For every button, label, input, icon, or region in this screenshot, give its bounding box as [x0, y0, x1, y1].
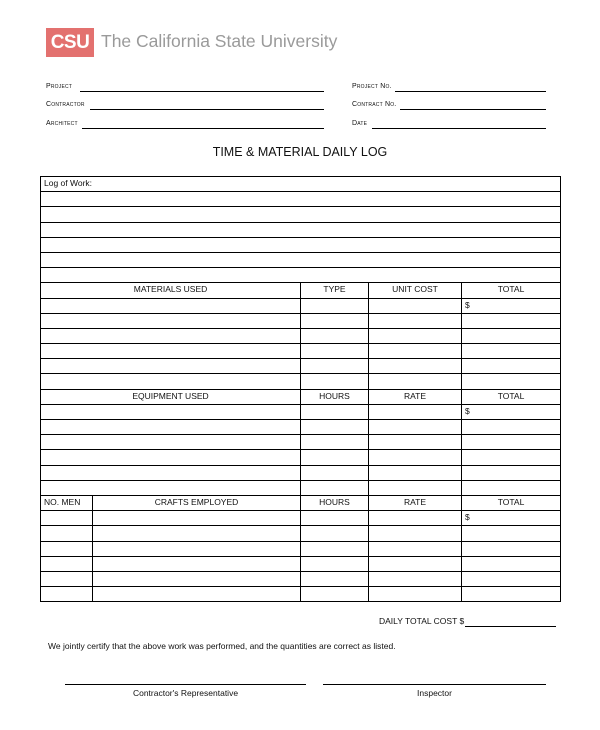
equipment-row[interactable] [41, 465, 561, 480]
crafts-row[interactable] [41, 541, 561, 556]
architect-label: Architect [46, 120, 78, 127]
log-of-work-row[interactable] [41, 252, 561, 267]
equipment-used-header: EQUIPMENT USED [41, 389, 301, 404]
project-no-label: Project No. [352, 83, 392, 90]
equipment-total-header: TOTAL [462, 389, 561, 404]
contract-no-label: Contract No. [352, 101, 397, 108]
crafts-row[interactable] [41, 526, 561, 541]
crafts-total-header: TOTAL [462, 495, 561, 510]
contract-no-field[interactable] [400, 109, 546, 110]
equipment-header-row [41, 389, 561, 404]
log-of-work-row[interactable] [41, 222, 561, 237]
materials-row[interactable] [41, 328, 561, 343]
architect-field[interactable] [82, 128, 324, 129]
date-field[interactable] [372, 128, 546, 129]
log-of-work-row[interactable] [41, 177, 561, 192]
materials-row[interactable] [41, 374, 561, 389]
materials-row[interactable] [41, 298, 561, 313]
crafts-row[interactable] [41, 587, 561, 602]
crafts-header-row [41, 495, 561, 510]
crafts-employed-header: CRAFTS EMPLOYED [93, 495, 301, 510]
materials-header-row [41, 283, 561, 298]
materials-row[interactable] [41, 313, 561, 328]
equipment-row[interactable] [41, 450, 561, 465]
no-men-header: NO. MEN [41, 495, 93, 510]
equipment-row[interactable] [41, 480, 561, 495]
daily-total-cost-field[interactable] [465, 626, 556, 627]
log-of-work-row[interactable] [41, 268, 561, 283]
equipment-currency: $ [462, 404, 561, 419]
csu-logo: CSU [46, 28, 94, 57]
equipment-row[interactable] [41, 420, 561, 435]
log-of-work-row[interactable] [41, 237, 561, 252]
certification-statement: We jointly certify that the above work was performed, and the quantities are correct as listed. [48, 641, 396, 651]
contractor-signature-line[interactable] [65, 684, 306, 685]
contractor-field[interactable] [90, 109, 324, 110]
log-of-work-row[interactable] [41, 192, 561, 207]
crafts-row[interactable] [41, 556, 561, 571]
log-of-work-label: Log of Work: [41, 177, 561, 192]
project-field[interactable] [80, 91, 324, 92]
project-label: Project [46, 83, 73, 90]
crafts-row[interactable] [41, 511, 561, 526]
crafts-row[interactable] [41, 571, 561, 586]
equipment-rate-header: RATE [369, 389, 462, 404]
contractor-label: Contractor [46, 101, 85, 108]
materials-used-header: MATERIALS USED [41, 283, 301, 298]
inspector-label: Inspector [417, 688, 452, 698]
materials-total-header: TOTAL [462, 283, 561, 298]
form-title: TIME & MATERIAL DAILY LOG [212, 145, 388, 159]
materials-currency: $ [462, 298, 561, 313]
inspector-signature-line[interactable] [323, 684, 546, 685]
daily-log-table [40, 176, 561, 602]
daily-total-cost-label: DAILY TOTAL COST $ [379, 616, 465, 626]
materials-row[interactable] [41, 344, 561, 359]
contractor-representative-label: Contractor's Representative [132, 688, 239, 698]
date-label: Date [352, 120, 368, 127]
crafts-currency: $ [462, 511, 561, 526]
crafts-rate-header: RATE [369, 495, 462, 510]
university-name: The California State University [101, 31, 338, 51]
equipment-row[interactable] [41, 404, 561, 419]
log-of-work-row[interactable] [41, 207, 561, 222]
materials-row[interactable] [41, 359, 561, 374]
equipment-row[interactable] [41, 435, 561, 450]
unit-cost-header: UNIT COST [369, 283, 462, 298]
project-no-field[interactable] [395, 91, 546, 92]
type-header: TYPE [301, 283, 369, 298]
equipment-hours-header: HOURS [301, 389, 369, 404]
crafts-hours-header: HOURS [301, 495, 369, 510]
